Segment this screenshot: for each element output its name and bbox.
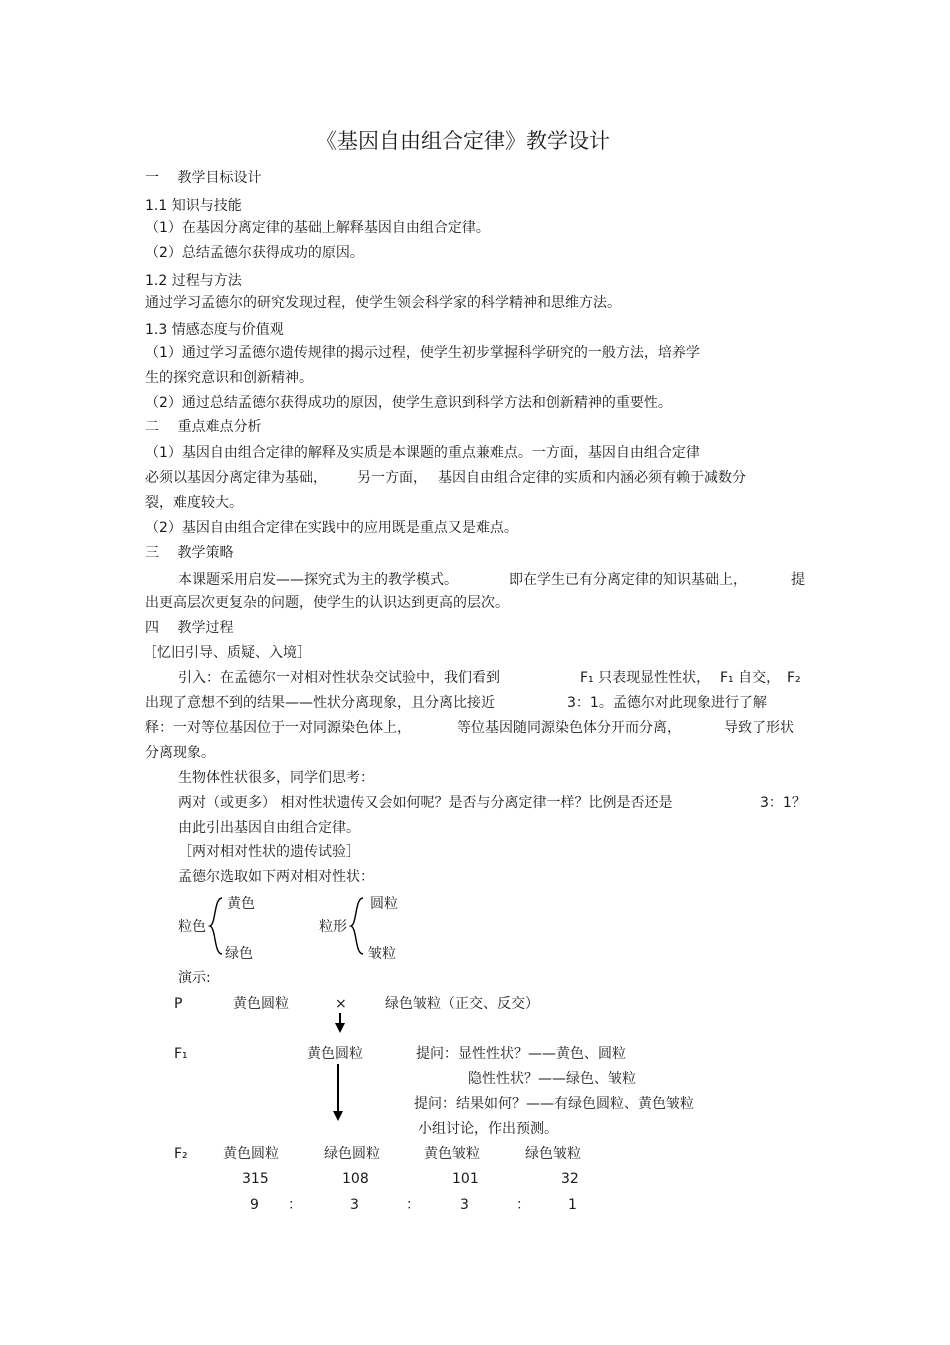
paragraph-line: F₁ 只表现显性性状，	[580, 670, 711, 686]
question-line: 隐性性状？——绿色、皱粒	[468, 1071, 636, 1087]
paragraph-line: 出更高层次更复杂的问题，使学生的认识达到更高的层次。	[145, 595, 509, 611]
trait-value: 圆粒	[370, 896, 398, 912]
f2-ratio: 1	[568, 1197, 577, 1213]
generation-label: F₁	[174, 1046, 188, 1062]
trait-value: 皱粒	[368, 946, 396, 962]
subsection-heading: 1.2 过程与方法	[145, 273, 242, 289]
paragraph-line: 孟德尔选取如下两对相对性状：	[178, 869, 374, 885]
paragraph-line: 引入：在孟德尔一对相对性状杂交试验中，我们看到	[178, 670, 500, 686]
paragraph-line: 3：1？	[760, 795, 806, 811]
paragraph-line: 生物体性状很多，同学们思考：	[178, 770, 374, 786]
paragraph-line: （1）基因自由组合定律的解释及实质是本课题的重点兼难点。一方面，基因自由组合定律	[145, 445, 700, 461]
paragraph-line: 出现了意想不到的结果——性状分离现象，且分离比接近	[145, 695, 495, 711]
f2-phenotype: 黄色圆粒	[223, 1146, 279, 1162]
paragraph-line: （2）基因自由组合定律在实践中的应用既是重点又是难点。	[145, 520, 518, 536]
ratio-separator: ：	[288, 1197, 302, 1213]
trait-value: 绿色	[225, 946, 253, 962]
trait-name: 粒形	[319, 919, 347, 935]
paragraph-line: 3：1。孟德尔对此现象进行了解	[567, 695, 767, 711]
paragraph-line: （1）通过学习孟德尔遗传规律的揭示过程，使学生初步掌握科学研究的一般方法，培养学	[145, 345, 700, 361]
paragraph-line: 释：一对等位基因位于一对同源染色体上，	[145, 720, 411, 736]
subheading-bracket: ［忆旧引导、质疑、入境］	[143, 645, 311, 661]
paragraph-line: 由此引出基因自由组合定律。	[178, 820, 360, 836]
f2-count: 315	[242, 1171, 269, 1187]
question-line: 提问：结果如何？——有绿色圆粒、黄色皱粒	[414, 1096, 694, 1112]
paragraph-line: 分离现象。	[145, 745, 215, 761]
trait-name: 粒色	[178, 919, 206, 935]
paragraph-line: （2）总结孟德尔获得成功的原因。	[145, 245, 364, 261]
ratio-separator: ：	[516, 1197, 530, 1213]
page-title: 《基因自由组合定律》教学设计	[316, 129, 610, 153]
paragraph-line: 另一方面，	[357, 470, 427, 486]
paragraph-line: 基因自由组合定律的实质和内涵必须有赖于减数分	[438, 470, 746, 486]
paragraph-line: 生的探究意识和创新精神。	[145, 370, 313, 386]
phenotype: 黄色圆粒	[233, 996, 289, 1012]
paragraph-line: F₁ 自交，	[720, 670, 781, 686]
paragraph-line: 等位基因随同源染色体分开而分离，	[457, 720, 681, 736]
paragraph-line: F₂	[787, 670, 801, 686]
paragraph-line: （1）在基因分离定律的基础上解释基因自由组合定律。	[145, 220, 490, 236]
paragraph-line: 提	[791, 572, 805, 588]
f2-count: 32	[561, 1171, 579, 1187]
down-arrow-icon	[333, 1111, 343, 1121]
phenotype: 黄色圆粒	[307, 1046, 363, 1062]
trait-value: 黄色	[227, 896, 255, 912]
paragraph-line: 两对（或更多） 相对性状遗传又会如何呢？是否与分离定律一样？比例是否还是	[178, 795, 673, 811]
left-brace-icon	[208, 896, 224, 956]
down-arrow-icon	[335, 1023, 345, 1033]
f2-phenotype: 黄色皱粒	[424, 1146, 480, 1162]
paragraph-line: 裂，难度较大。	[145, 495, 243, 511]
f2-ratio: 3	[350, 1197, 359, 1213]
section-heading: 一 教学目标设计	[145, 170, 262, 186]
subsection-heading: 1.3 情感态度与价值观	[145, 322, 284, 338]
ratio-separator: ：	[406, 1197, 420, 1213]
f2-count: 108	[342, 1171, 369, 1187]
question-line: 提问：显性性状？——黄色、圆粒	[416, 1046, 626, 1062]
demo-label: 演示:	[178, 970, 211, 986]
question-line: 小组讨论，作出预测。	[418, 1121, 558, 1137]
section-heading: 二 重点难点分析	[145, 419, 262, 435]
arrow-line	[337, 1064, 339, 1112]
subheading-bracket: ［两对相对性状的遗传试验］	[178, 844, 360, 860]
f2-ratio: 9	[250, 1197, 259, 1213]
cross-symbol: ×	[335, 996, 347, 1012]
paragraph-line: 导致了形状	[724, 720, 794, 736]
f2-phenotype: 绿色皱粒	[525, 1146, 581, 1162]
generation-label: P	[174, 996, 183, 1012]
generation-label: F₂	[174, 1146, 188, 1162]
f2-phenotype: 绿色圆粒	[324, 1146, 380, 1162]
paragraph-line: 必须以基因分离定律为基础，	[145, 470, 327, 486]
paragraph-line: （2）通过总结孟德尔获得成功的原因，使学生意识到科学方法和创新精神的重要性。	[145, 395, 672, 411]
section-heading: 三 教学策略	[145, 545, 234, 561]
f2-ratio: 3	[460, 1197, 469, 1213]
paragraph-line: 本课题采用启发——探究式为主的教学模式。	[178, 572, 458, 588]
section-heading: 四 教学过程	[145, 620, 234, 636]
subsection-heading: 1.1 知识与技能	[145, 198, 242, 214]
phenotype: 绿色皱粒（正交、反交）	[385, 996, 539, 1012]
paragraph-line: 即在学生已有分离定律的知识基础上，	[509, 572, 747, 588]
left-brace-icon	[349, 896, 365, 956]
f2-count: 101	[452, 1171, 479, 1187]
paragraph-line: 通过学习孟德尔的研究发现过程，使学生领会科学家的科学精神和思维方法。	[145, 295, 621, 311]
